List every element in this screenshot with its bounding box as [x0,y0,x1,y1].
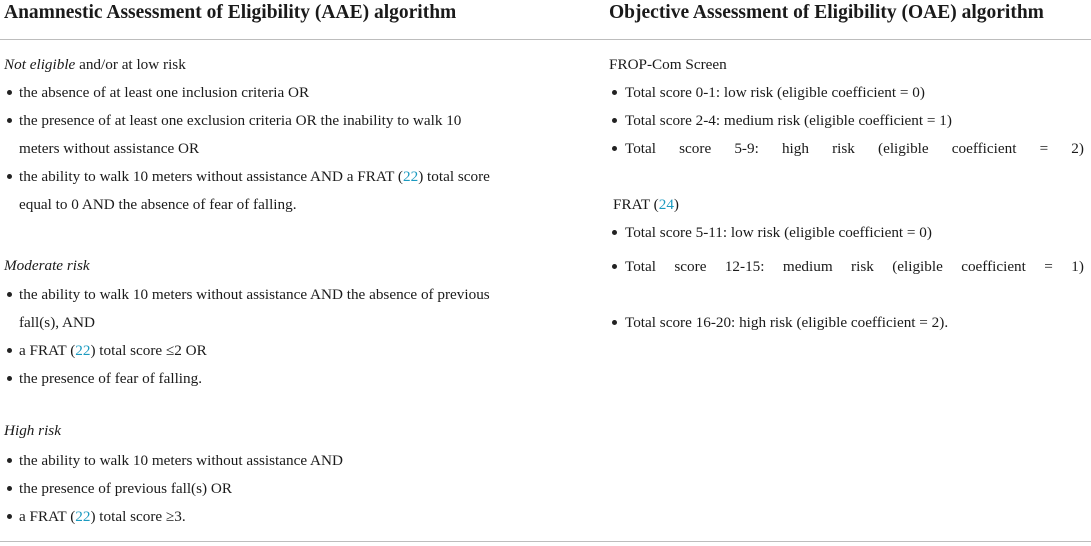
list-item: the ability to walk 10 meters without assistance AND a FRAT (22) total score [19,168,490,185]
word: score [674,258,707,275]
list-item-continuation: meters without assistance OR [19,140,200,157]
word: high [781,140,809,157]
reference-link[interactable]: 24 [658,196,674,213]
not-eligible-heading: Not eligible and/or at low risk [4,56,186,73]
word: Total [625,140,656,157]
reference-link[interactable]: 22 [75,508,91,525]
reference-link[interactable]: 22 [75,342,91,359]
moderate-risk-heading: Moderate risk [4,257,90,274]
list-item: the ability to walk 10 meters without assistance AND [19,452,343,469]
bullet-icon [7,348,12,353]
bullet-icon [7,174,12,179]
word: 5-9: [734,140,759,157]
list-item: the presence of previous fall(s) OR [19,480,232,497]
list-item-continuation: equal to 0 AND the absence of fear of falling. [19,196,297,213]
list-item: Total score 5-11: low risk (eligible coefficient = 0) [625,224,932,241]
list-item: the presence of at least one exclusion criteria OR the inability to walk 10 [19,112,462,129]
bullet-icon [612,118,617,123]
list-item: Total score 0-1: low risk (eligible coefficient = 0) [625,84,925,101]
frat-heading: FRAT (24) [613,196,679,213]
bottom-rule [0,541,1091,542]
bullet-icon [612,146,617,151]
word: risk [851,258,874,275]
frop-com-heading: FROP-Com Screen [609,56,727,73]
reference-link[interactable]: 22 [403,168,419,185]
bullet-icon [7,90,12,95]
word: = [1044,258,1053,275]
high-risk-heading: High risk [4,422,61,439]
list-item-continuation: fall(s), AND [19,314,95,331]
oae-header: Objective Assessment of Eligibility (OAE) algorithm [609,2,1044,23]
word: 1) [1071,258,1084,275]
bullet-icon [7,486,12,491]
list-item-justified [625,139,1084,159]
bullet-icon [612,264,617,269]
word: (eligible [878,140,929,157]
word: (eligible [892,258,943,275]
word: 2) [1071,140,1084,157]
word: coefficient [961,258,1026,275]
bullet-icon [7,292,12,297]
word: Total [625,258,656,275]
bullet-icon [612,90,617,95]
top-rule [0,39,1091,40]
word: coefficient [951,140,1017,157]
list-item: Total score 2-4: medium risk (eligible coefficient = 1) [625,112,952,129]
bullet-icon [612,230,617,235]
bullet-icon [7,376,12,381]
list-item: the absence of at least one inclusion criteria OR [19,84,310,101]
list-item: Total score 16-20: high risk (eligible coefficient = 2). [625,314,949,331]
list-item: a FRAT (22) total score ≥3. [19,508,186,525]
word: risk [832,140,855,157]
list-item: a FRAT (22) total score ≤2 OR [19,342,207,359]
list-item: the presence of fear of falling. [19,370,202,387]
bullet-icon [7,514,12,519]
word: 12-15: [724,258,765,275]
word: = [1039,140,1049,157]
list-item-justified [625,257,1084,277]
aae-header: Anamnestic Assessment of Eligibility (AAE) algorithm [4,2,457,23]
word: score [679,140,712,157]
bullet-icon [7,118,12,123]
bullet-icon [7,458,12,463]
bullet-icon [612,320,617,325]
list-item: the ability to walk 10 meters without assistance AND the absence of previous [19,286,490,303]
word: medium [782,258,833,275]
